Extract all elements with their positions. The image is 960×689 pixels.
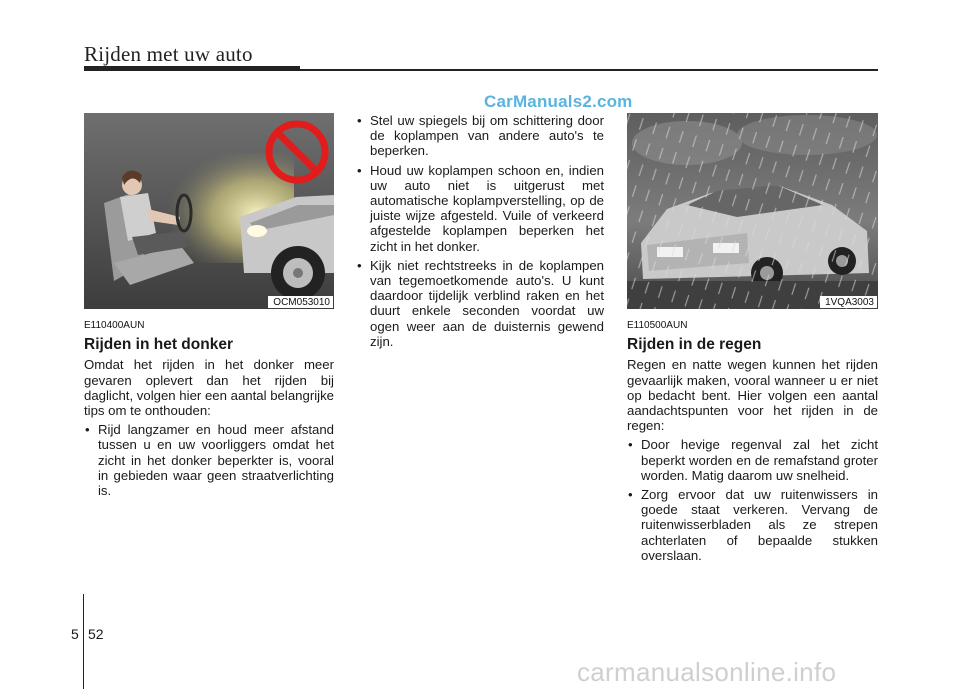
- list-item: • Door hevige regenval zal het zicht beperkt worden en de remafstand groter worden. Matig daarom uw snelheid.: [627, 437, 878, 483]
- watermark-top: CarManuals2.com: [484, 92, 633, 111]
- chapter-number: 5: [71, 626, 79, 642]
- section-night-driving-continued: [356, 113, 604, 353]
- section-intro: Omdat het rijden in het donker meer gevaren oplevert dan het rijden bij daglicht, volgen hier een aantal belangrijke tips om te onthouden:: [84, 357, 335, 419]
- list-item: • Kijk niet rechtstreeks in de koplampen van tegemoetkomende auto's. U kunt daardoor tijdelijk verblind raken en het duurt enkele seconden voordat uw ogen weer aan de duisternis gewend zijn.: [356, 258, 604, 349]
- list-item: • Stel uw spiegels bij om schittering door de koplampen van andere auto's te beperken.: [356, 113, 604, 159]
- figure-code: 1VQA3003: [820, 296, 877, 308]
- footer-divider: [83, 594, 84, 689]
- figure-night-driving: [84, 113, 334, 309]
- tips-list: [84, 422, 334, 498]
- section-code: E110400AUN: [84, 320, 145, 331]
- tips-list: [356, 113, 604, 349]
- header-rule-thin: [300, 69, 878, 71]
- page-number: 52: [88, 626, 104, 642]
- rain-driving-illustration: [627, 113, 878, 309]
- section-heading: Rijden in de regen: [627, 336, 762, 354]
- section-rain-driving: [627, 318, 878, 567]
- header-rule-thick: [84, 66, 300, 71]
- prohibited-sign-icon: [264, 119, 330, 185]
- tips-list: [627, 437, 878, 563]
- section-intro: Regen en natte wegen kunnen het rijden gevaarlijk maken, vooral wanneer u er niet op bedacht bent. Hier volgen een aantal aandachtspunten voor het rijden in de regen:: [627, 357, 878, 434]
- section-night-driving: [84, 318, 334, 502]
- page-header-title: Rijden met uw auto: [84, 42, 253, 66]
- figure-rain-driving: [627, 113, 878, 309]
- list-item: • Houd uw koplampen schoon en, indien uw auto niet is uitgerust met automatische koplampverstelling, op de juiste wijze afgesteld. Vuile of verkeerd afgestelde koplampen beperken het zicht in het donker.: [356, 163, 604, 254]
- list-item: • Zorg ervoor dat uw ruitenwissers in goede staat verkeren. Vervang de ruitenwisserbladen als ze strepen achterlaten of bepaalde stukken overslaan.: [627, 487, 878, 563]
- section-code: E110500AUN: [627, 320, 688, 331]
- figure-code: OCM053010: [268, 296, 333, 308]
- section-heading: Rijden in het donker: [84, 336, 233, 354]
- watermark-bottom: carmanualsonline.info: [577, 657, 837, 687]
- list-item: • Rijd langzamer en houd meer afstand tussen u en uw voorliggers omdat het zicht in het donker beperkter is, vooral in gebieden waar geen straatverlichting is.: [84, 422, 334, 498]
